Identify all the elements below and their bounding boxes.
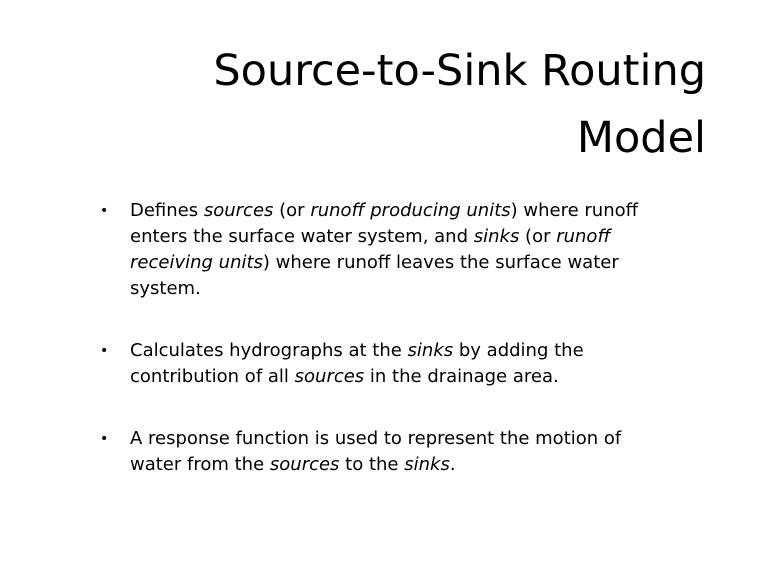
bullet-segment: . [449,454,456,475]
bullet-segment: to the [339,454,405,475]
bullet-text [130,340,584,387]
bullet-segment: A response function is used to represent the motion of water from the [130,428,622,475]
title-line-2: Model [576,113,706,163]
bullet-segment: (or [273,200,311,221]
bullet-segment-italic: runoff producing units [310,200,511,221]
bullet-segment-italic: runoff receiving units [130,226,611,273]
bullet-segment-italic: sinks [473,226,520,247]
bullet-segment: in the drainage area. [364,366,559,387]
bullet-segment-italic: sources [269,454,340,475]
bullet-segment: Defines [130,200,204,221]
bullet-marker: • [100,343,109,359]
bullet-segment-italic: sinks [404,454,450,475]
bullet-segment: (or [519,226,557,247]
slide-title [86,38,706,172]
bullet-list [100,198,660,478]
bullet-segment-italic: sinks [407,340,454,361]
bullet-marker: • [100,203,109,219]
bullet-marker: • [100,431,109,447]
bullet-item-sources-sinks [100,198,660,302]
bullet-segment-italic: sources [294,366,365,387]
bullet-text [130,200,638,299]
bullet-segment: by adding the contribution of all [130,340,584,387]
title-line-1: Source-to-Sink Routing [213,46,706,96]
bullet-segment: Calculates hydrographs at the [130,340,408,361]
bullet-item-hydrographs [100,338,660,390]
bullet-item-response-function [100,426,660,478]
bullet-segment: ) where runoff enters the surface water system, and [130,200,639,247]
bullet-text [130,428,621,475]
bullet-segment: ) where runoff leaves the surface water system. [130,252,619,299]
bullet-segment-italic: sources [203,200,274,221]
